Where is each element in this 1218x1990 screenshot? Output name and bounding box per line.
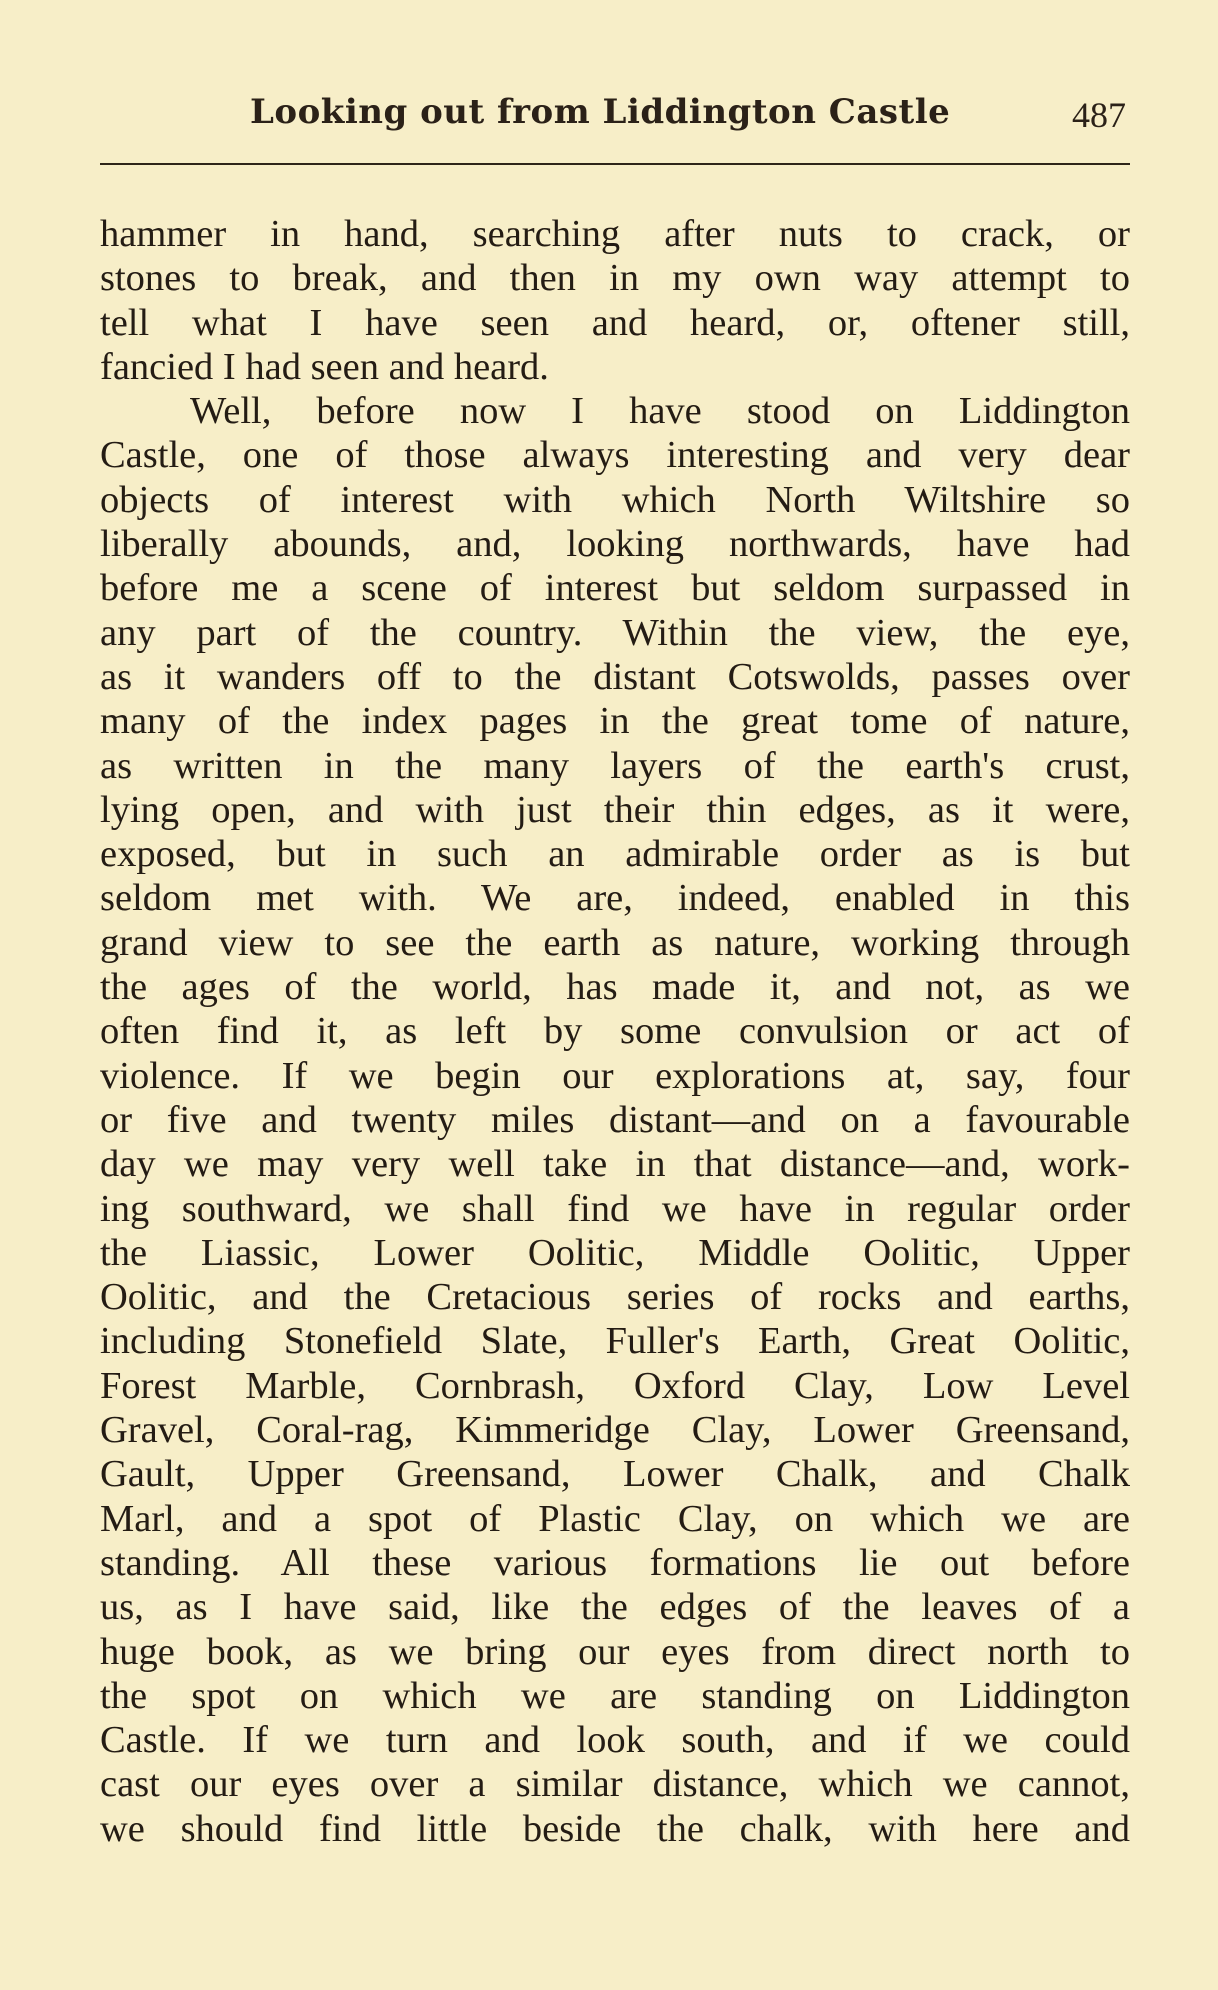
text-line: often find it, as left by some convulsion or act of	[100, 1010, 1130, 1053]
text-line: Well, before now I have stood on Liddington	[190, 390, 1130, 433]
text-line: or five and twenty miles distant—and on a favourable	[100, 1098, 1130, 1141]
text-line: Forest Marble, Cornbrash, Oxford Clay, Low Level	[100, 1364, 1130, 1407]
running-title: Looking out from Liddington Castle	[250, 92, 951, 132]
text-line: we should find little beside the chalk, with here and	[100, 1807, 1130, 1850]
text-line: day we may very well take in that distance—and, work-	[100, 1143, 1130, 1186]
text-line: liberally abounds, and, looking northwards, have had	[100, 523, 1130, 566]
text-line: standing. All these various formations lie out before	[100, 1541, 1130, 1584]
text-line: before me a scene of interest but seldom surpassed in	[100, 567, 1130, 610]
text-line: fancied I had seen and heard.	[100, 345, 549, 388]
text-line: Gault, Upper Greensand, Lower Chalk, and Chalk	[100, 1453, 1130, 1496]
text-line: violence. If we begin our explorations at, say, four	[100, 1054, 1130, 1097]
text-line: the spot on which we are standing on Liddington	[100, 1674, 1130, 1717]
text-line: ing southward, we shall find we have in regular order	[100, 1187, 1130, 1230]
text-line: any part of the country. Within the view, the eye,	[100, 611, 1130, 654]
text-line: as it wanders off to the distant Cotswolds, passes over	[100, 655, 1130, 698]
header-rule	[100, 163, 1130, 165]
text-line: the Liassic, Lower Oolitic, Middle Oolitic, Upper	[100, 1231, 1130, 1274]
text-line: exposed, but in such an admirable order as is but	[100, 833, 1130, 876]
text-line: objects of interest with which North Wiltshire so	[100, 478, 1130, 521]
text-line: Gravel, Coral-rag, Kimmeridge Clay, Lower Greensand,	[100, 1409, 1130, 1452]
text-line: cast our eyes over a similar distance, which we cannot,	[100, 1763, 1130, 1806]
text-line: as written in the many layers of the earth's crust,	[100, 744, 1130, 787]
text-line: grand view to see the earth as nature, working through	[100, 921, 1130, 964]
text-line: stones to break, and then in my own way attempt to	[100, 257, 1130, 300]
text-line: Oolitic, and the Cretacious series of rocks and earths,	[100, 1276, 1130, 1319]
text-line: seldom met with. We are, indeed, enabled in this	[100, 877, 1130, 920]
text-line: Marl, and a spot of Plastic Clay, on which we are	[100, 1497, 1130, 1540]
body-text	[100, 212, 1130, 1851]
text-line: many of the index pages in the great tome of nature,	[100, 700, 1130, 743]
text-line: huge book, as we bring our eyes from direct north to	[100, 1630, 1130, 1673]
text-line: hammer in hand, searching after nuts to crack, or	[100, 213, 1130, 255]
text-line: tell what I have seen and heard, or, oftener still,	[100, 301, 1130, 344]
running-head	[100, 92, 1130, 142]
text-line: Castle. If we turn and look south, and if we could	[100, 1719, 1130, 1762]
text-line: Castle, one of those always interesting and very dear	[100, 434, 1130, 477]
page-number: 487	[1072, 95, 1126, 135]
text-line: us, as I have said, like the edges of the leaves of a	[100, 1586, 1130, 1629]
text-line: lying open, and with just their thin edges, as it were,	[100, 788, 1130, 831]
text-line: the ages of the world, has made it, and not, as we	[100, 966, 1130, 1009]
text-line: including Stonefield Slate, Fuller's Earth, Great Oolitic,	[100, 1320, 1130, 1363]
